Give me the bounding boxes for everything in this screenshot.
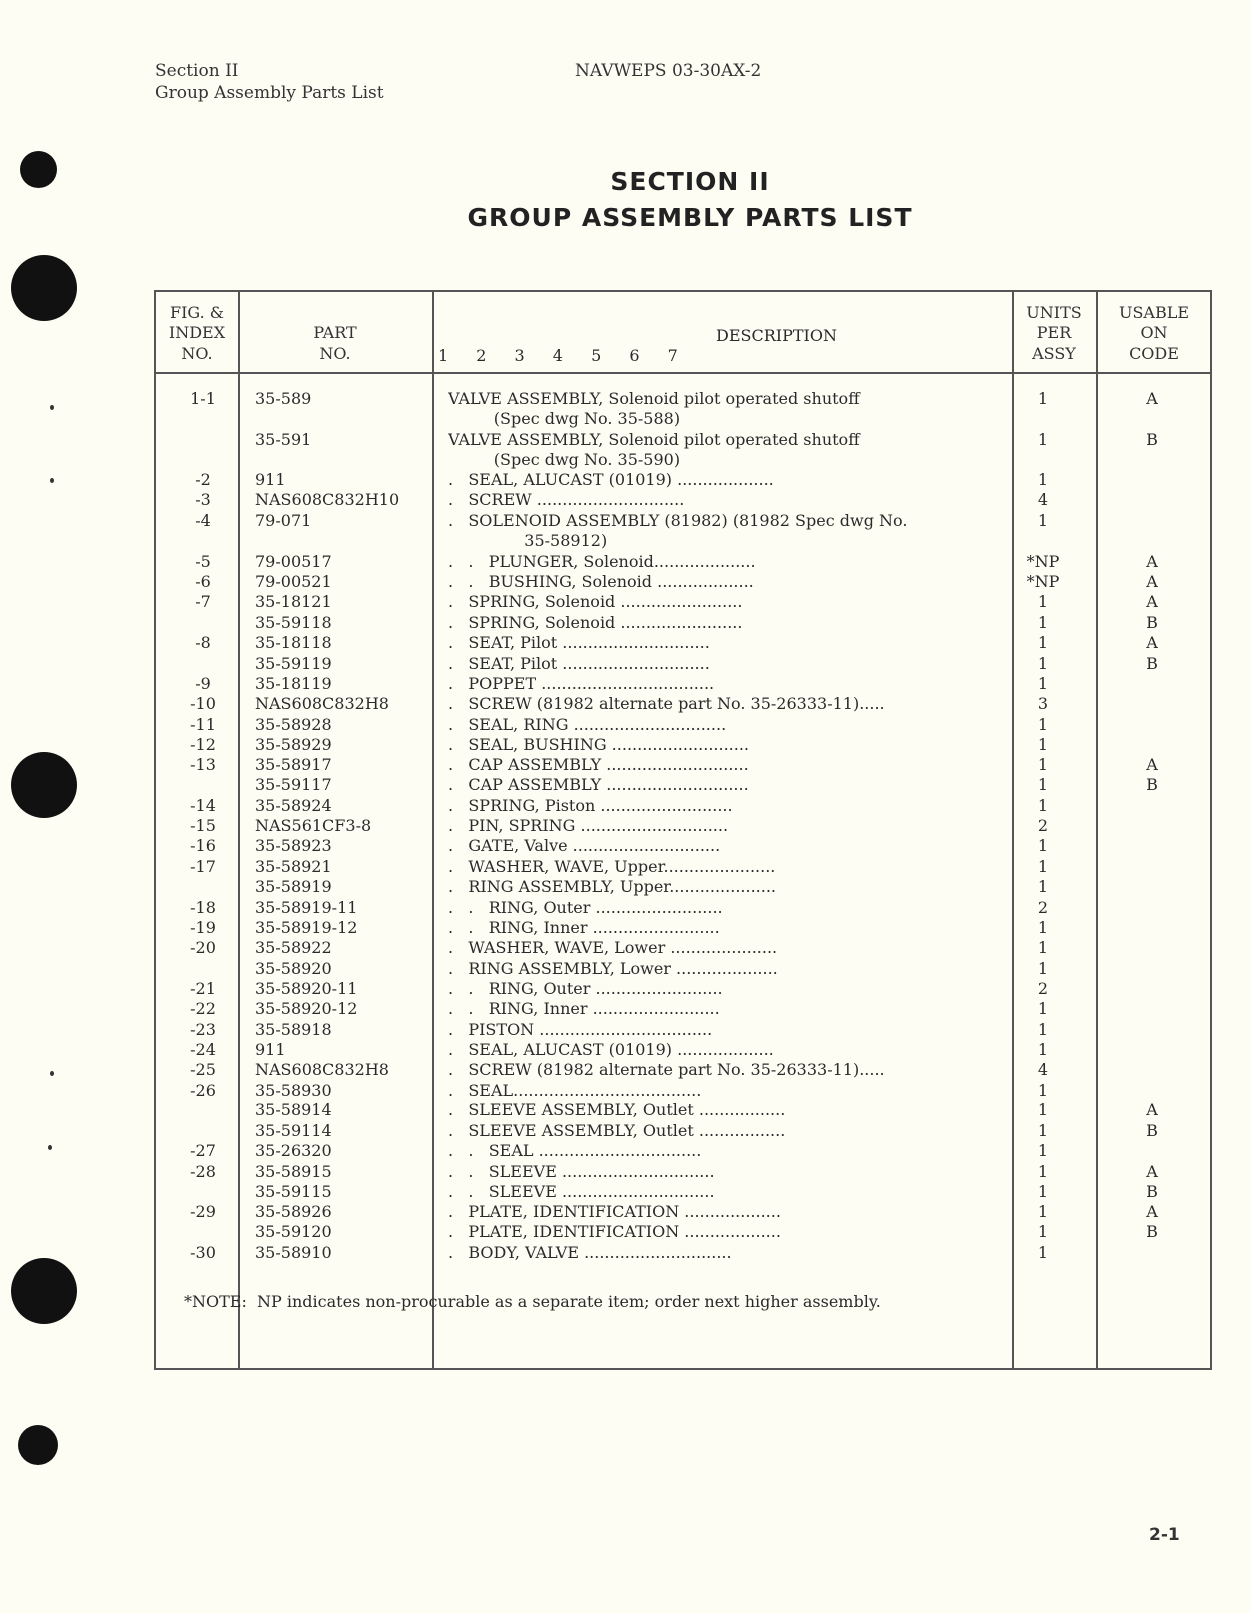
usable-on-code-cell: A (1146, 572, 1158, 591)
part-number-cell: 35-59115 (255, 1182, 332, 1201)
fig-index-cell: -4 (195, 511, 211, 530)
units-per-assy-cell: 2 (1037, 898, 1049, 917)
units-per-assy-cell: 1 (1037, 1020, 1049, 1039)
table-row (156, 1140, 1210, 1161)
speck (50, 478, 54, 483)
table-row (156, 612, 1210, 633)
usable-on-code-cell: A (1146, 1162, 1158, 1181)
part-number-cell: 35-58922 (255, 938, 332, 957)
part-number-cell: 35-58917 (255, 755, 332, 774)
description-cell: . SPRING, Piston .......................... (448, 796, 733, 815)
units-per-assy-cell: 1 (1037, 389, 1049, 408)
part-number-cell: 35-58930 (255, 1081, 332, 1100)
table-row (156, 815, 1210, 836)
part-number-cell: 35-59118 (255, 613, 332, 632)
units-per-assy-cell: 1 (1037, 715, 1049, 734)
usable-on-code-cell: B (1146, 1182, 1158, 1201)
fig-index-cell: -20 (190, 938, 216, 957)
fig-index-cell: -22 (190, 999, 216, 1018)
usable-on-code-cell: B (1146, 430, 1158, 449)
description-cell: . . RING, Outer ......................... (448, 979, 723, 998)
units-per-assy-cell: 1 (1037, 836, 1049, 855)
usable-on-code-cell: A (1146, 552, 1158, 571)
part-number-cell: 911 (255, 470, 286, 489)
units-per-assy-cell: 1 (1037, 1081, 1049, 1100)
units-per-assy-cell: 1 (1037, 775, 1049, 794)
description-cell: . PISTON .................................. (448, 1020, 713, 1039)
part-number-cell: 35-18118 (255, 633, 332, 652)
table-row (156, 408, 1210, 429)
fig-index-cell: -27 (190, 1141, 216, 1160)
description-cell: . RING ASSEMBLY, Upper..................... (448, 877, 776, 896)
part-number-cell: 35-58923 (255, 836, 332, 855)
part-number-cell: 35-59114 (255, 1121, 332, 1140)
units-per-assy-cell: 1 (1037, 470, 1049, 489)
table-row (156, 693, 1210, 714)
table-row (156, 774, 1210, 795)
part-number-cell: 35-58921 (255, 857, 332, 876)
fig-index-cell: -5 (195, 552, 211, 571)
usable-on-code-cell: A (1146, 1100, 1158, 1119)
usable-on-code-cell: B (1146, 654, 1158, 673)
units-per-assy-cell: 1 (1037, 877, 1049, 896)
units-per-assy-cell: 1 (1037, 592, 1049, 611)
description-cell: . PLATE, IDENTIFICATION ................... (448, 1222, 781, 1241)
units-per-assy-cell: 1 (1037, 613, 1049, 632)
part-number-cell: 35-59120 (255, 1222, 332, 1241)
description-cell: . SLEEVE ASSEMBLY, Outlet ................. (448, 1121, 786, 1140)
part-number-cell: 35-58914 (255, 1100, 332, 1119)
table-row (156, 856, 1210, 877)
table-row (156, 998, 1210, 1019)
table-row (156, 1019, 1210, 1040)
part-number-cell: 35-59119 (255, 654, 332, 673)
part-number-cell: 35-589 (255, 389, 312, 408)
units-per-assy-cell: 1 (1037, 796, 1049, 815)
table-row (156, 1161, 1210, 1182)
fig-index-cell: -21 (190, 979, 216, 998)
units-per-assy-cell: 4 (1037, 490, 1049, 509)
fig-index-cell: -11 (190, 715, 216, 734)
table-row (156, 489, 1210, 510)
description-cell: . SEAL, RING .............................. (448, 715, 727, 734)
header-divider (156, 372, 1210, 374)
description-cell: . GATE, Valve ............................. (448, 836, 721, 855)
units-per-assy-cell: 1 (1037, 633, 1049, 652)
description-cell: . BODY, VALVE ............................. (448, 1243, 732, 1262)
units-per-assy-cell: 1 (1037, 1162, 1049, 1181)
description-cell: . SCREW (81982 alternate part No. 35-26333-11)..... (448, 1060, 885, 1079)
table-row (156, 1059, 1210, 1080)
binder-hole-icon (11, 255, 77, 321)
table-row (156, 469, 1210, 490)
page-title: SECTION II (610, 167, 770, 196)
fig-index-cell: -14 (190, 796, 216, 815)
running-header-section: Section II Group Assembly Parts List (155, 61, 384, 103)
indent-level-numbers: 1 2 3 4 5 6 7 (438, 346, 678, 365)
units-per-assy-cell: 1 (1037, 1100, 1049, 1119)
usable-on-code-cell: B (1146, 1121, 1158, 1140)
document-number: NAVWEPS 03-30AX-2 (575, 61, 762, 81)
page-subtitle: GROUP ASSEMBLY PARTS LIST (467, 203, 913, 232)
part-number-cell: 35-58919-12 (255, 918, 358, 937)
table-row (156, 653, 1210, 674)
units-per-assy-cell: 4 (1037, 1060, 1049, 1079)
description-cell: . SEAL, ALUCAST (01019) ................... (448, 470, 774, 489)
description-cell: (Spec dwg No. 35-590) (448, 450, 681, 469)
fig-index-cell: -24 (190, 1040, 216, 1059)
description-cell: . SPRING, Solenoid ........................ (448, 592, 743, 611)
fig-index-cell: -16 (190, 836, 216, 855)
units-per-assy-cell: 1 (1037, 430, 1049, 449)
description-cell: . CAP ASSEMBLY ............................ (448, 755, 749, 774)
description-cell: . CAP ASSEMBLY ............................ (448, 775, 749, 794)
part-number-cell: 35-58920-12 (255, 999, 358, 1018)
table-row (156, 388, 1210, 409)
table-row (156, 978, 1210, 999)
description-cell: . PLATE, IDENTIFICATION ................... (448, 1202, 781, 1221)
units-per-assy-cell: 1 (1037, 1040, 1049, 1059)
description-cell: . . SLEEVE .............................. (448, 1162, 715, 1181)
table-row (156, 571, 1210, 592)
description-cell: . SPRING, Solenoid ........................ (448, 613, 743, 632)
fig-index-cell: -9 (195, 674, 211, 693)
units-per-assy-cell: *NP (1026, 552, 1060, 571)
part-number-cell: 35-18119 (255, 674, 332, 693)
fig-index-cell: -19 (190, 918, 216, 937)
fig-index-cell: -28 (190, 1162, 216, 1181)
fig-index-cell: -7 (195, 592, 211, 611)
table-row (156, 958, 1210, 979)
description-cell: . PIN, SPRING ............................. (448, 816, 729, 835)
usable-on-code-cell: A (1146, 1202, 1158, 1221)
table-row (156, 1099, 1210, 1120)
usable-on-code-cell: B (1146, 613, 1158, 632)
usable-on-code-cell: A (1146, 389, 1158, 408)
col-header-part-no: PART NO. (313, 323, 357, 363)
description-cell: . SLEEVE ASSEMBLY, Outlet ................. (448, 1100, 786, 1119)
units-per-assy-cell: 1 (1037, 1121, 1049, 1140)
table-row (156, 449, 1210, 470)
table-row (156, 897, 1210, 918)
description-cell: 35-58912) (448, 531, 608, 550)
units-per-assy-cell: 1 (1037, 959, 1049, 978)
table-row (156, 714, 1210, 735)
units-per-assy-cell: 1 (1037, 857, 1049, 876)
table-row (156, 876, 1210, 897)
parts-list-table (154, 290, 1212, 1370)
part-number-cell: 35-591 (255, 430, 312, 449)
part-number-cell: NAS561CF3-8 (255, 816, 372, 835)
description-cell: . . RING, Outer ......................... (448, 898, 723, 917)
description-cell: VALVE ASSEMBLY, Solenoid pilot operated shutoff (448, 430, 860, 449)
table-row (156, 1221, 1210, 1242)
table-row (156, 754, 1210, 775)
part-number-cell: NAS608C832H8 (255, 1060, 389, 1079)
page-number: 2-1 (1149, 1525, 1180, 1545)
table-row (156, 551, 1210, 572)
description-cell: . . RING, Inner ......................... (448, 999, 720, 1018)
part-number-cell: 35-58926 (255, 1202, 332, 1221)
binder-hole-icon (11, 1258, 77, 1324)
table-row (156, 1181, 1210, 1202)
description-cell: . . PLUNGER, Solenoid.................... (448, 552, 756, 571)
description-cell: . SEAL..................................... (448, 1081, 702, 1100)
fig-index-cell: -8 (195, 633, 211, 652)
binder-hole-icon (20, 151, 57, 188)
part-number-cell: NAS608C832H8 (255, 694, 389, 713)
description-cell: . SOLENOID ASSEMBLY (81982) (81982 Spec dwg No. (448, 511, 908, 530)
col-header-fig-index: FIG. & INDEX NO. (168, 302, 226, 363)
usable-on-code-cell: A (1146, 755, 1158, 774)
part-number-cell: NAS608C832H10 (255, 490, 400, 509)
units-per-assy-cell: 1 (1037, 1182, 1049, 1201)
fig-index-cell: -2 (195, 470, 211, 489)
part-number-cell: 35-58924 (255, 796, 332, 815)
table-row (156, 530, 1210, 551)
units-per-assy-cell: 1 (1037, 918, 1049, 937)
part-number-cell: 35-58929 (255, 735, 332, 754)
part-number-cell: 35-58918 (255, 1020, 332, 1039)
description-cell: . SEAT, Pilot ............................. (448, 633, 710, 652)
description-cell: . SEAL, ALUCAST (01019) ................... (448, 1040, 774, 1059)
description-cell: . . SLEEVE .............................. (448, 1182, 715, 1201)
part-number-cell: 35-58920 (255, 959, 332, 978)
part-number-cell: 35-26320 (255, 1141, 332, 1160)
col-header-usable-on-code: USABLE ON CODE (1118, 302, 1190, 363)
table-row (156, 1201, 1210, 1222)
fig-index-cell: -17 (190, 857, 216, 876)
table-row (156, 835, 1210, 856)
description-cell: . WASHER, WAVE, Lower ..................... (448, 938, 778, 957)
description-cell: . . SEAL ................................ (448, 1141, 702, 1160)
fig-index-cell: -10 (190, 694, 216, 713)
units-per-assy-cell: 1 (1037, 511, 1049, 530)
part-number-cell: 79-071 (255, 511, 312, 530)
part-number-cell: 35-59117 (255, 775, 332, 794)
fig-index-cell: 1-1 (190, 389, 216, 408)
binder-hole-icon (18, 1425, 58, 1465)
speck (50, 405, 54, 410)
table-row (156, 1039, 1210, 1060)
table-row (156, 429, 1210, 450)
units-per-assy-cell: 1 (1037, 1141, 1049, 1160)
usable-on-code-cell: B (1146, 775, 1158, 794)
description-cell: . POPPET .................................. (448, 674, 715, 693)
speck (48, 1145, 52, 1150)
units-per-assy-cell: 1 (1037, 999, 1049, 1018)
table-row (156, 734, 1210, 755)
description-cell: . SEAT, Pilot ............................. (448, 654, 710, 673)
fig-index-cell: -29 (190, 1202, 216, 1221)
binder-hole-icon (11, 752, 77, 818)
description-cell: . WASHER, WAVE, Upper...................... (448, 857, 776, 876)
fig-index-cell: -12 (190, 735, 216, 754)
fig-index-cell: -6 (195, 572, 211, 591)
table-row (156, 1242, 1210, 1263)
table-row (156, 917, 1210, 938)
part-number-cell: 79-00521 (255, 572, 332, 591)
description-cell: VALVE ASSEMBLY, Solenoid pilot operated shutoff (448, 389, 860, 408)
units-per-assy-cell: 1 (1037, 654, 1049, 673)
fig-index-cell: -13 (190, 755, 216, 774)
units-per-assy-cell: 2 (1037, 979, 1049, 998)
speck (50, 1071, 54, 1076)
usable-on-code-cell: B (1146, 1222, 1158, 1241)
units-per-assy-cell: 1 (1037, 735, 1049, 754)
part-number-cell: 35-58919 (255, 877, 332, 896)
units-per-assy-cell: 1 (1037, 674, 1049, 693)
part-number-cell: 35-58910 (255, 1243, 332, 1262)
description-cell: . . RING, Inner ......................... (448, 918, 720, 937)
units-per-assy-cell: 1 (1037, 1222, 1049, 1241)
part-number-cell: 35-18121 (255, 592, 332, 611)
table-row (156, 673, 1210, 694)
fig-index-cell: -23 (190, 1020, 216, 1039)
table-row (156, 632, 1210, 653)
description-cell: . . BUSHING, Solenoid ................... (448, 572, 754, 591)
col-header-description: DESCRIPTION (716, 326, 837, 345)
fig-index-cell: -3 (195, 490, 211, 509)
table-row (156, 1080, 1210, 1101)
table-row (156, 510, 1210, 531)
units-per-assy-cell: 1 (1037, 938, 1049, 957)
table-row (156, 937, 1210, 958)
description-cell: . RING ASSEMBLY, Lower .................... (448, 959, 778, 978)
usable-on-code-cell: A (1146, 592, 1158, 611)
table-row (156, 1120, 1210, 1141)
col-header-units: UNITS PER ASSY (1026, 302, 1082, 363)
description-cell: . SEAL, BUSHING ........................... (448, 735, 749, 754)
units-per-assy-cell: 1 (1037, 1202, 1049, 1221)
units-per-assy-cell: 3 (1037, 694, 1049, 713)
fig-index-cell: -18 (190, 898, 216, 917)
description-cell: . SCREW ............................. (448, 490, 685, 509)
units-per-assy-cell: 1 (1037, 755, 1049, 774)
footnote: *NOTE: NP indicates non-procurable as a separate item; order next higher assembly. (184, 1292, 881, 1311)
part-number-cell: 35-58915 (255, 1162, 332, 1181)
fig-index-cell: -30 (190, 1243, 216, 1262)
units-per-assy-cell: *NP (1026, 572, 1060, 591)
description-cell: (Spec dwg No. 35-588) (448, 409, 681, 428)
units-per-assy-cell: 1 (1037, 1243, 1049, 1262)
table-row (156, 795, 1210, 816)
part-number-cell: 35-58920-11 (255, 979, 358, 998)
fig-index-cell: -15 (190, 816, 216, 835)
units-per-assy-cell: 2 (1037, 816, 1049, 835)
part-number-cell: 35-58919-11 (255, 898, 358, 917)
fig-index-cell: -25 (190, 1060, 216, 1079)
part-number-cell: 35-58928 (255, 715, 332, 734)
description-cell: . SCREW (81982 alternate part No. 35-26333-11)..... (448, 694, 885, 713)
fig-index-cell: -26 (190, 1081, 216, 1100)
table-row (156, 591, 1210, 612)
part-number-cell: 79-00517 (255, 552, 332, 571)
part-number-cell: 911 (255, 1040, 286, 1059)
usable-on-code-cell: A (1146, 633, 1158, 652)
